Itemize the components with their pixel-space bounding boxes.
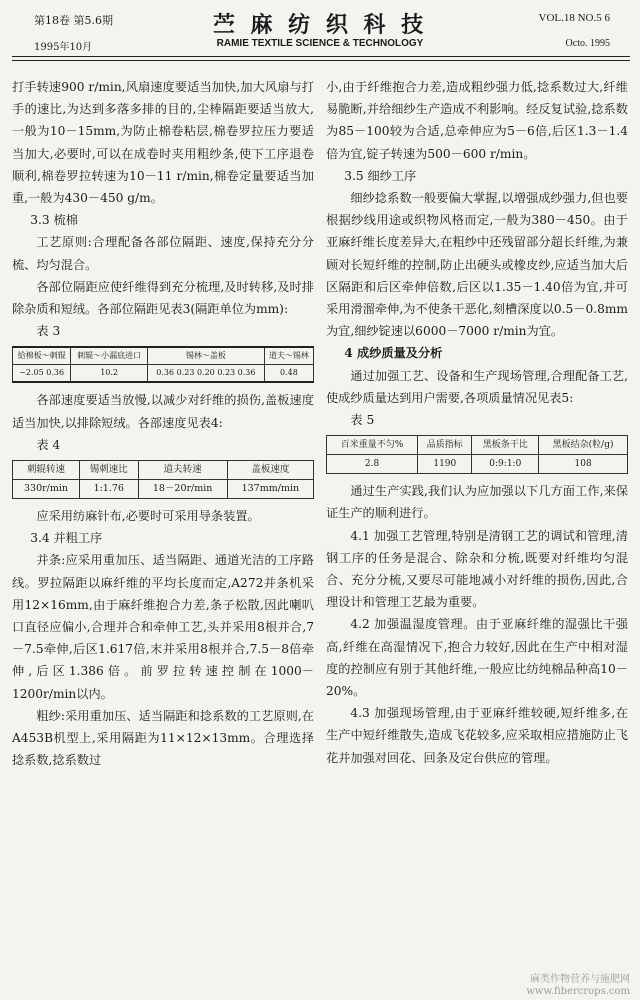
paragraph: 通过加强工艺、设备和生产现场管理,合理配备工艺,使成纱质量达到用户需要,各项质量情况见表5: bbox=[326, 368, 628, 405]
table-cell: 108 bbox=[539, 455, 628, 474]
table-cell: ~2.05 0.36 bbox=[13, 365, 71, 383]
paragraph: 4.1 加强工艺管理,特别是清钢工艺的调试和管理,清钢工序的任务是混合、除杂和分梳,既要对纤维均匀混合、充分分梳,又要尽可能地减小对纤维的损伤,因此,合理设计和管理工艺最为重要。 bbox=[326, 528, 628, 610]
table-4 bbox=[12, 460, 314, 499]
section-heading-3-5: 3.5 细纱工序 bbox=[344, 168, 417, 183]
table-3 bbox=[12, 346, 314, 383]
table-header-cell: 給棉板～刺辊 bbox=[13, 347, 71, 365]
table-cell: 0.48 bbox=[264, 365, 313, 383]
table-header-cell: 黑板条干比 bbox=[472, 436, 539, 455]
table-4-caption: 表 4 bbox=[36, 437, 61, 452]
table-header-cell: 刺辊～小漏底进口 bbox=[71, 347, 148, 365]
table-cell: 1190 bbox=[418, 455, 472, 474]
table-cell: 10.2 bbox=[71, 365, 148, 383]
paragraph: 通过生产实践,我们认为应加强以下几方面工作,来保证生产的顺利进行。 bbox=[326, 484, 628, 521]
table-cell: 137mm/min bbox=[227, 480, 313, 499]
table-cell: 330r/min bbox=[13, 480, 80, 499]
table-5-caption: 表 5 bbox=[350, 413, 375, 428]
header-rule-top bbox=[12, 56, 630, 57]
paragraph: 各部位隔距应使纤维得到充分梳理,及时转移,及时排除杂质和短绒。各部位隔距见表3(隔距单位为mm): bbox=[12, 279, 314, 317]
table-header-cell: 锡林～盖板 bbox=[147, 347, 264, 365]
table-header-cell: 百米重量不匀% bbox=[327, 436, 418, 455]
paragraph: 应采用纺麻针布,必要时可采用导条装置。 bbox=[36, 509, 260, 524]
paragraph: 4.3 加强现场管理,由于亚麻纤维较硬,短纤维多,在生产中短纤维散失,造成飞花较多,应采取相应措施防止飞花并加强对回花、回条及定台供应的管理。 bbox=[326, 706, 628, 765]
table-cell: 1:1.76 bbox=[80, 480, 138, 499]
table-header-cell: 道夫～锡林 bbox=[264, 347, 313, 365]
paragraph: 各部速度要适当放慢,以减少对纤维的损伤,盖板速度适当加快,以排除短绒。各部速度见表4: bbox=[12, 393, 314, 430]
watermark-url: www.fibercrops.com bbox=[526, 986, 630, 997]
table-5 bbox=[326, 435, 628, 474]
table-header-cell: 黑板结杂(粒/g) bbox=[539, 436, 628, 455]
table-cell: 2.8 bbox=[327, 455, 418, 474]
section-heading-3-4: 3.4 并粗工序 bbox=[30, 531, 103, 546]
paragraph: 小,由于纤维抱合力差,造成粗纱强力低,捻系数过大,纤维易脆断,并给细纱生产造成不利影响。经反复试验,捻系数为85－100较为合适,总牵伸应为5－6倍,后区1.3－1.4倍为宜,锭子转速为500－600 r/min。 bbox=[326, 80, 628, 161]
paragraph: 粗纱:采用重加压、适当隔距和捻系数的工艺原则,在A453B机型上,采用隔距为11×12×13mm。合理选择捻系数,捻系数过 bbox=[12, 708, 314, 768]
table-cell: 0:9:1:0 bbox=[472, 455, 539, 474]
paragraph: 打手转速900 r/min,风扇速度要适当加快,加大风扇与打手的速比,为达到多落多排的目的,尘棒隔距要适当放大,一般为10－15mm,为防止棉卷粘层,棉卷罗拉压力要适当加大,必要时,可以在成卷时夹用粗纱条,使下工序退卷顺利,棉卷罗拉转速为10－11 r/min,棉卷定量要适当加重,一般为430－450 g/m。 bbox=[12, 80, 314, 206]
paragraph: 并条:应采用重加压、适当隔距、通道光洁的工序路线。罗拉隔距以麻纤维的平均长度而定,A272并条机采用12×16mm,由于麻纤维抱合力差,条子松散,因此喇叭口直径应偏小,合理并合和牵伸工艺,头并采用8根并合,7－7.5牵伸,后区1.617倍,末并采用8根并合,7.5－8倍牵伸,后区1.386倍。前罗拉转速控制在1000－1200r/min以内。 bbox=[12, 553, 314, 701]
table-header-cell: 锡刺速比 bbox=[80, 461, 138, 480]
journal-title-cn: 苎 麻 纺 织 科 技 bbox=[212, 12, 428, 38]
header-rule-bottom bbox=[12, 60, 630, 61]
paragraph: 4.2 加强温湿度管理。由于亚麻纤维的湿强比干强高,纤维在高湿情况下,抱合力较好,因此在生产中相对湿度的控制应有别于其他纤维,一般应比纺纯棉品种高10－20%。 bbox=[326, 617, 628, 699]
table-cell: 0.36 0.23 0.20 0.23 0.36 bbox=[147, 365, 264, 383]
table-cell: 18－20r/min bbox=[138, 480, 227, 499]
volume-issue-en: VOL.18 NO.5 6 bbox=[538, 12, 610, 24]
table-3-caption: 表 3 bbox=[36, 324, 61, 339]
journal-title-en: RAMIE TEXTILE SCIENCE & TECHNOLOGY bbox=[216, 38, 424, 49]
left-column bbox=[12, 76, 314, 771]
paragraph: 细纱捻系数一般要偏大掌握,以增强成纱强力,但也要根据纱线用途或织物风格而定,一般为380－450。由于亚麻纤维长度差异大,在粗纱中还残留部分超长纤维,为兼顾对长短纤维的控制,防止出硬头或橡皮纱,应适当加大后区隔距和后区牵伸倍数,后区以1.35－1.40倍为宜,并可采用滑溜牵伸,为不使条干恶化,刻槽深度以0.5－0.8mm为宜,细纱锭速以6000－7000 r/min为宜。 bbox=[326, 191, 628, 339]
table-header-cell: 盖板速度 bbox=[227, 461, 313, 480]
section-heading-4: 4 成纱质量及分析 bbox=[344, 346, 443, 361]
volume-issue-cn: 第18卷 第5.6期 bbox=[34, 14, 113, 27]
date-en: Octo. 1995 bbox=[565, 38, 610, 49]
right-column bbox=[326, 76, 628, 769]
page-header bbox=[0, 0, 640, 62]
paragraph: 工艺原则:合理配备各部位隔距、速度,保持充分分梳、均匀混合。 bbox=[12, 235, 314, 272]
watermark bbox=[526, 974, 630, 998]
table-header-cell: 品质指标 bbox=[418, 436, 472, 455]
date-cn: 1995年10月 bbox=[34, 42, 93, 53]
section-heading-3-3: 3.3 梳棉 bbox=[30, 213, 78, 228]
table-header-cell: 道夫转速 bbox=[138, 461, 227, 480]
watermark-line: 麻类作物营养与施肥网 bbox=[530, 974, 630, 985]
table-header-cell: 刺辊转速 bbox=[13, 461, 80, 480]
